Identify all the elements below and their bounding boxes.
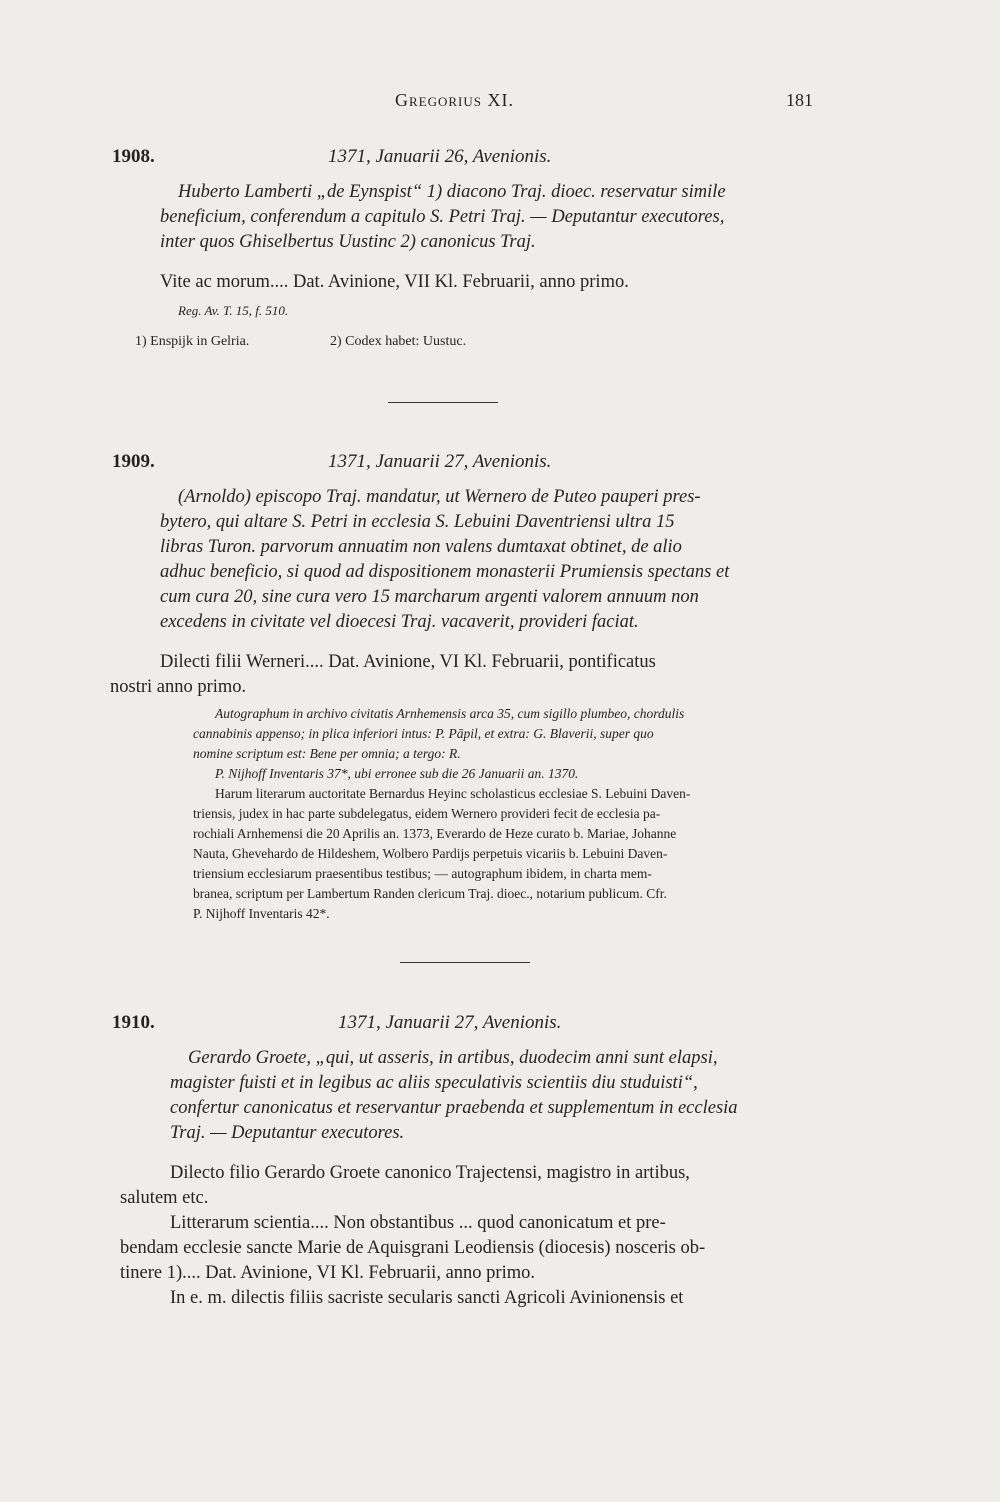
- entry-number: 1910.: [112, 1012, 155, 1033]
- note-line: Harum literarum auctoritate Bernardus Heyinc scholasticus ecclesiae S. Lebuini Daven-: [215, 786, 691, 801]
- text-line: Litterarum scientia.... Non obstantibus ... quod canonicatum et pre-: [170, 1213, 666, 1233]
- summary-line: Traj. — Deputantur executores.: [170, 1123, 405, 1143]
- note-line: rochiali Arnhemensi die 20 Aprilis an. 1373, Everardo de Heze curato b. Mariae, Johanne: [193, 826, 677, 841]
- separator-rule: [388, 402, 498, 403]
- note-line: branea, scriptum per Lambertum Randen clericum Traj. dioec., notarium publicum. Cfr.: [193, 886, 667, 901]
- page-number: 181: [786, 90, 813, 110]
- source-reference: Reg. Av. T. 15, f. 510.: [178, 303, 289, 318]
- entry-date: 1371, Januarii 26, Avenionis.: [328, 146, 552, 167]
- summary-line: inter quos Ghiselbertus Uustinc 2) canonicus Traj.: [160, 232, 536, 252]
- footnote: 2) Codex habet: Uustuc.: [330, 334, 467, 349]
- entry-number: 1908.: [112, 146, 155, 167]
- summary-line: cum cura 20, sine cura vero 15 marcharum argenti valorem annuum non: [160, 587, 699, 607]
- summary-line: adhuc beneficio, si quod ad dispositionem monasterii Prumiensis spectans et: [160, 562, 730, 582]
- running-title: Gregorius XI.: [395, 90, 514, 110]
- text-line: bendam ecclesie sancte Marie de Aquisgrani Leodiensis (diocesis) nosceris ob-: [120, 1238, 706, 1258]
- text-line: Dilecto filio Gerardo Groete canonico Trajectensi, magistro in artibus,: [170, 1163, 690, 1183]
- entry-date: 1371, Januarii 27, Avenionis.: [338, 1012, 562, 1033]
- separator-rule: [400, 962, 530, 963]
- summary-line: Huberto Lamberti „de Eynspist“ 1) diacono Traj. dioec. reservatur simile: [178, 182, 726, 202]
- text-line: In e. m. dilectis filiis sacriste secularis sancti Agricoli Avinionensis et: [170, 1288, 684, 1308]
- note-line: P. Nijhoff Inventaris 42*.: [193, 906, 330, 921]
- text-line: salutem etc.: [120, 1188, 209, 1208]
- text-line: tinere 1).... Dat. Avinione, VI Kl. Februarii, anno primo.: [120, 1263, 535, 1283]
- text-line: nostri anno primo.: [110, 677, 247, 697]
- note-line: triensium ecclesiarum praesentibus testibus; — autographum ibidem, in charta mem-: [193, 866, 652, 881]
- summary-line: beneficium, conferendum a capitulo S. Petri Traj. — Deputantur executores,: [160, 207, 725, 227]
- text-line: Vite ac morum.... Dat. Avinione, VII Kl. Februarii, anno primo.: [160, 272, 629, 292]
- note-line: triensis, judex in hac parte subdelegatus, eidem Wernero provideri fecit de ecclesia pa-: [193, 806, 661, 821]
- summary-line: magister fuisti et in legibus ac aliis speculativis scientiis diu studuisti“,: [170, 1073, 698, 1093]
- text-line: Dilecti filii Werneri.... Dat. Avinione, VI Kl. Februarii, pontificatus: [160, 652, 656, 672]
- footnote: 1) Enspijk in Gelria.: [135, 334, 250, 349]
- entry-number: 1909.: [112, 451, 155, 472]
- summary-line: bytero, qui altare S. Petri in ecclesia S. Lebuini Daventriensi ultra 15: [160, 512, 675, 532]
- summary-line: confertur canonicatus et reservantur praebenda et supplementum in ecclesia: [170, 1098, 738, 1118]
- summary-line: libras Turon. parvorum annuatim non valens dumtaxat obtinet, de alio: [160, 537, 682, 557]
- note-line: cannabinis appenso; in plica inferiori intus: P. Pāpil, et extra: G. Blaverii, super quo: [193, 726, 654, 741]
- note-line: Nauta, Ghevehardo de Hildeshem, Wolbero Pardijs perpetuis vicariis b. Lebuini Daven-: [193, 846, 668, 861]
- summary-line: excedens in civitate vel dioecesi Traj. vacaverit, provideri faciat.: [160, 612, 639, 632]
- note-line: P. Nijhoff Inventaris 37*, ubi erronee sub die 26 Januarii an. 1370.: [215, 766, 579, 781]
- note-line: Autographum in archivo civitatis Arnhemensis arca 35, cum sigillo plumbeo, chordulis: [215, 706, 685, 721]
- entry-date: 1371, Januarii 27, Avenionis.: [328, 451, 552, 472]
- summary-line: Gerardo Groete, „qui, ut asseris, in artibus, duodecim anni sunt elapsi,: [188, 1048, 718, 1068]
- note-line: nomine scriptum est: Bene per omnia; a tergo: R.: [193, 746, 461, 761]
- summary-line: (Arnoldo) episcopo Traj. mandatur, ut Wernero de Puteo pauperi pres-: [178, 487, 701, 507]
